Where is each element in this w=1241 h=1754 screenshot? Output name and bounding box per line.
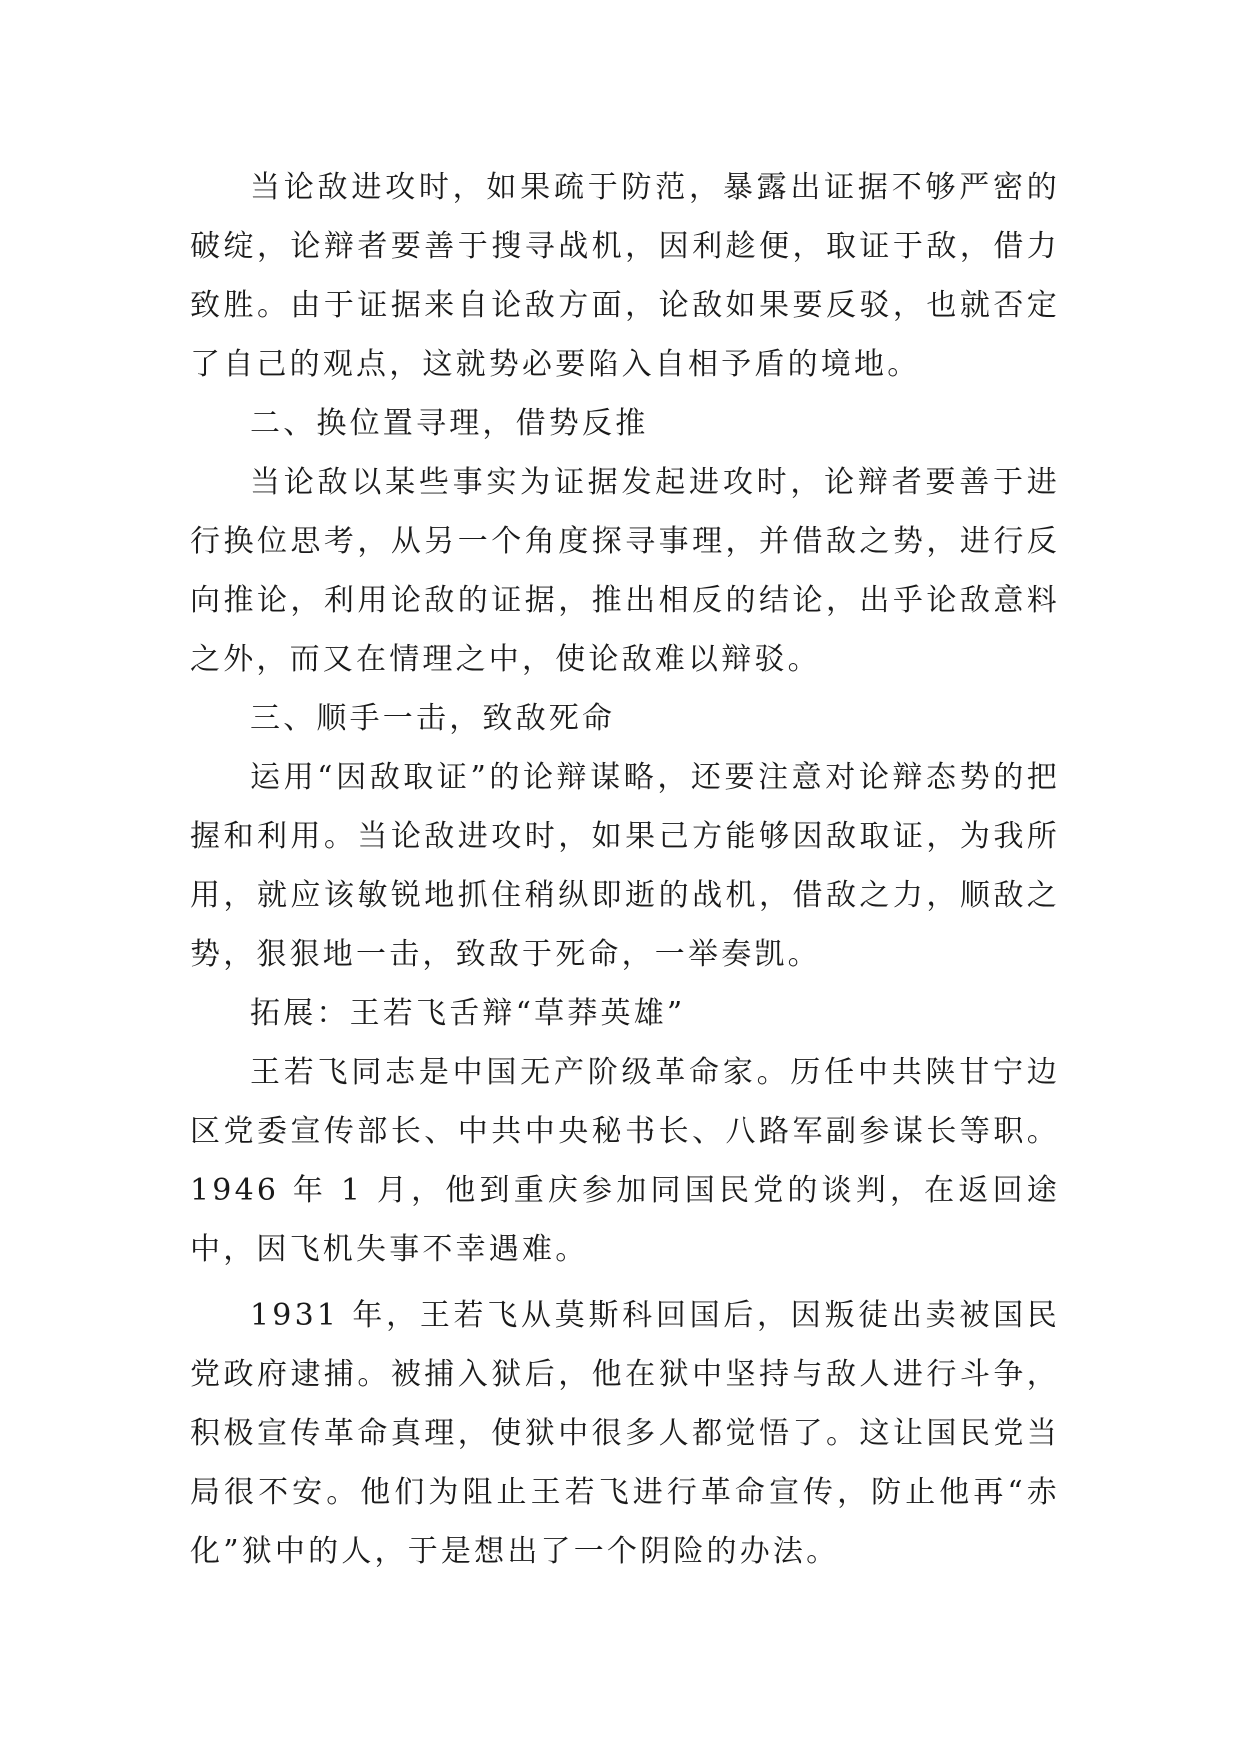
paragraph: 当论敌以某些事实为证据发起进攻时，论辩者要善于进行换位思考，从另一个角度探寻事理，并借敌之势，进行反向推论，利用论敌的证据，推出相反的结论，出乎论敌意料之外，而又在情理之中，使论敌难以辩驳。 [190,465,1060,677]
paragraph: 运用“因敌取证”的论辩谋略，还要注意对论辩态势的把握和利用。当论敌进攻时，如果己方能够因敌取证，为我所用，就应该敏锐地抓住稍纵即逝的战机，借敌之力，顺敌之势，狠狠地一击，致敌于死命，一举奏凯。 [190,760,1060,972]
section-heading: 二、换位置寻理，借势反推 [250,406,649,441]
paragraph: 当论敌进攻时，如果疏于防范，暴露出证据不够严密的破绽，论辩者要善于搜寻战机，因利趁便，取证于敌，借力致胜。由于证据来自论敌方面，论敌如果要反驳，也就否定了自己的观点，这就势必要陷入自相予盾的境地。 [190,170,1060,382]
paragraph: 王若飞同志是中国无产阶级革命家。历任中共陕甘宁边区党委宣传部长、中共中央秘书长、八路军副参谋长等职。1946 年 1 月，他到重庆参加同国民党的谈判，在返回途中，因飞机失事不幸遇难。 [190,1055,1060,1267]
section-heading: 三、顺手一击，致敌死命 [250,701,616,736]
document-body [190,158,1060,1581]
paragraph: 1931 年，王若飞从莫斯科回国后，因叛徒出卖被国民党政府逮捕。被捕入狱后，他在狱中坚持与敌人进行斗争，积极宣传革命真理，使狱中很多人都觉悟了。这让国民党当局很不安。他们为阻止王若飞进行革命宣传，防止他再“赤化”狱中的人，于是想出了一个阴险的办法。 [190,1298,1060,1569]
section-heading: 拓展：王若飞舌辩“草莽英雄” [250,996,686,1031]
